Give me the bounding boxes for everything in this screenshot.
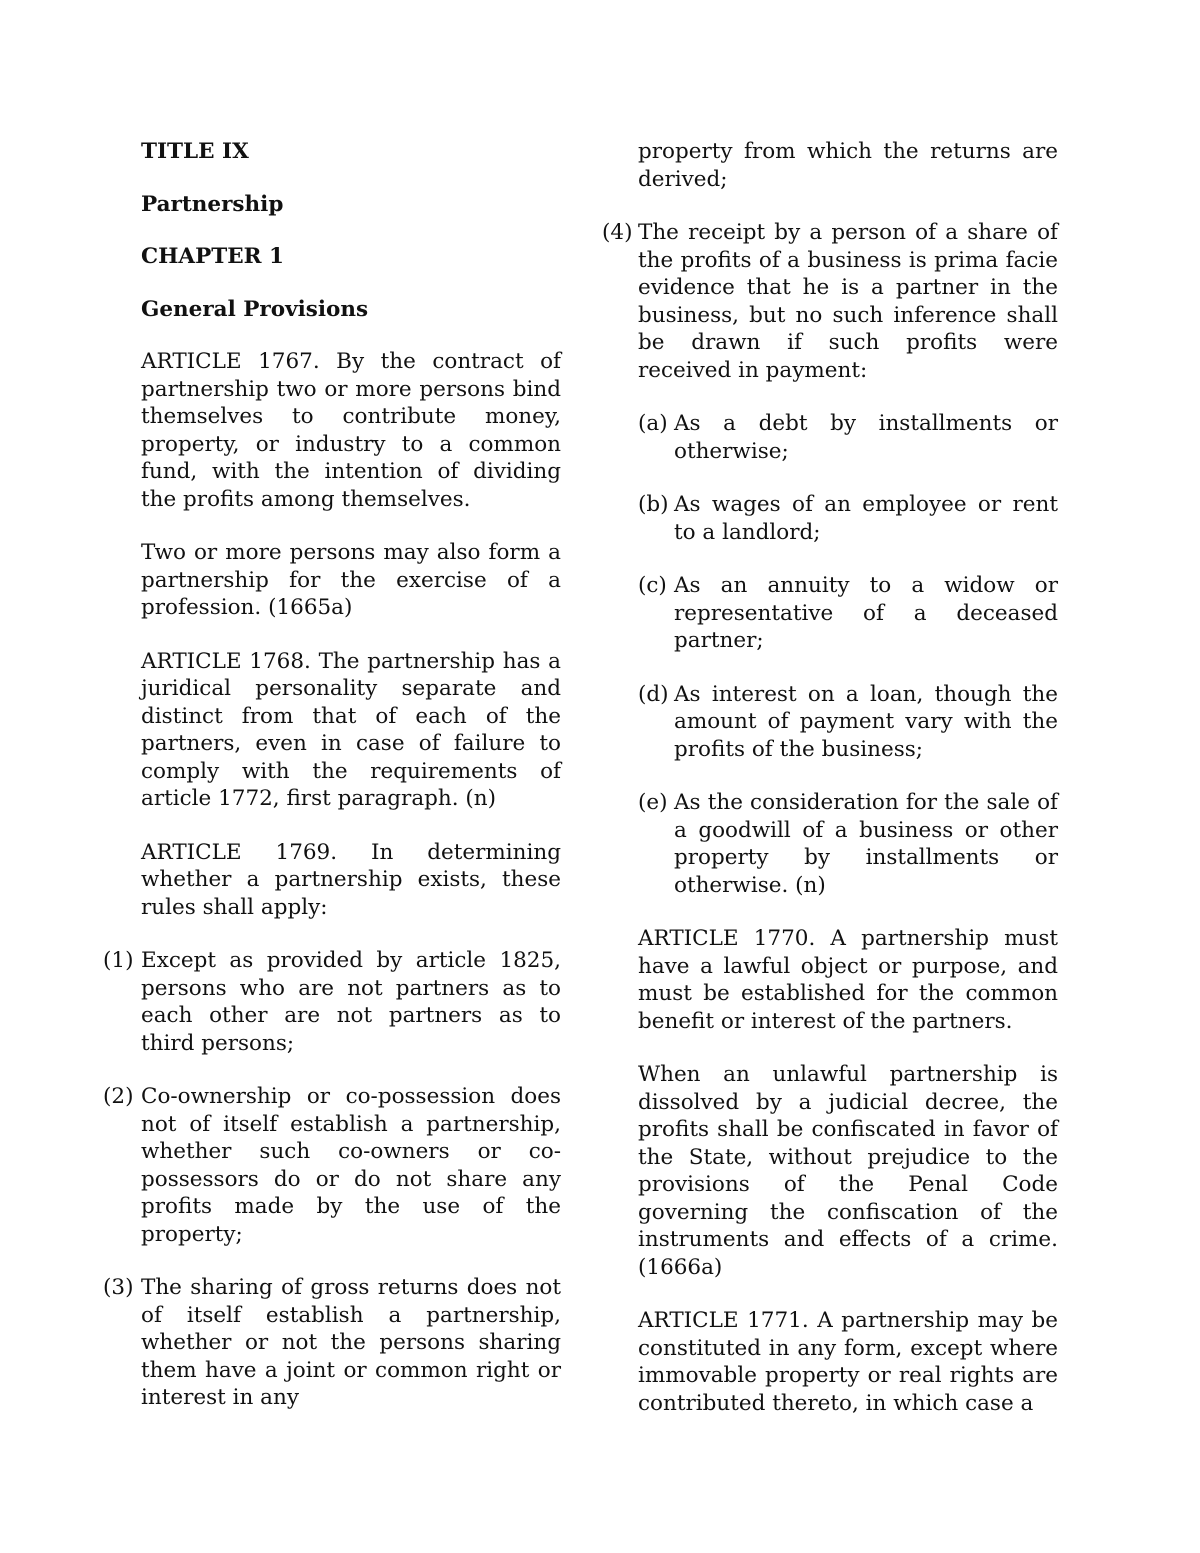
rule-number: (4) (602, 220, 633, 245)
rule-item (103, 1083, 561, 1248)
subitem-letter: (a) (638, 411, 668, 436)
chapter-heading: CHAPTER 1 (141, 244, 284, 269)
rule-text: The receipt by a person of a share of the profits of a business is prima facie evidence that he is a partner in the business, but no such inference shall be drawn if such profits were received in payment: (638, 220, 1058, 383)
subject-heading: Partnership (141, 191, 284, 217)
subitem (638, 789, 1058, 899)
rule-text: Except as provided by article 1825, persons who are not partners as to each other are not partners as to third persons; (141, 948, 561, 1056)
article-1767-paragraph-2: Two or more persons may also form a partnership for the exercise of a profession. (1665a) (141, 540, 561, 620)
payment-sublist (638, 410, 1058, 899)
title-heading: TITLE IX (141, 139, 249, 164)
subitem-letter: (e) (638, 790, 668, 815)
article-1770: ARTICLE 1770. A partnership must have a lawful object or purpose, and must be established for the common benefit or interest of the partners. (638, 926, 1058, 1034)
subitem (638, 681, 1058, 764)
rule-item (103, 947, 561, 1057)
article-1767: ARTICLE 1767. By the contract of partnership two or more persons bind themselves to contribute money, property, or industry to a common fund, with the intention of dividing the profits among themselves. (141, 349, 561, 512)
article-1768: ARTICLE 1768. The partnership has a juridical personality separate and distinct from that of each of the partners, even in case of failure to comply with the requirements of article 1772, first paragraph. (n) (141, 648, 561, 811)
chapter-title-heading: General Provisions (141, 296, 369, 322)
rule-item (103, 1274, 561, 1412)
subitem-text: As an annuity to a widow or representative of a deceased partner; (674, 573, 1058, 653)
subitem (638, 572, 1058, 655)
subitem-text: As a debt by installments or otherwise; (674, 411, 1058, 464)
rule-text: Co-ownership or co-possession does not of itself establish a partnership, whether such co-owners or co-possessors do or do not share any profits made by the use of the property; (141, 1084, 561, 1247)
subitem-text: As the consideration for the sale of a goodwill of a business or other property by installments or otherwise. (n) (674, 790, 1058, 898)
right-column (602, 138, 1058, 1443)
subitem (638, 410, 1058, 465)
left-column (103, 138, 561, 1438)
rule-item (602, 219, 1058, 384)
subitem-letter: (d) (638, 681, 669, 707)
subitem-letter: (b) (638, 492, 669, 517)
rule-number: (2) (103, 1084, 134, 1109)
rule-number: (3) (103, 1275, 134, 1300)
rule-3-continued: property from which the returns are derived; (638, 139, 1058, 192)
subitem (638, 491, 1058, 546)
subitem-letter: (c) (638, 573, 667, 598)
rule-number: (1) (103, 948, 134, 973)
article-1770-paragraph-2: When an unlawful partnership is dissolved by a judicial decree, the profits shall be confiscated in favor of the State, without prejudice to the provisions of the Penal Code governing the confiscation of the instruments and effects of a crime. (1666a) (638, 1062, 1058, 1280)
subitem-text: As interest on a loan, though the amount of payment vary with the profits of the business; (674, 681, 1058, 762)
article-1769: ARTICLE 1769. In determining whether a partnership exists, these rules shall apply: (141, 839, 561, 920)
article-1771: ARTICLE 1771. A partnership may be constituted in any form, except where immovable property or real rights are contributed thereto, in which case a (638, 1308, 1058, 1416)
rule-text: The sharing of gross returns does not of itself establish a partnership, whether or not the persons sharing them have a joint or common right or interest in any (141, 1275, 561, 1410)
subitem-text: As wages of an employee or rent to a landlord; (674, 492, 1058, 545)
